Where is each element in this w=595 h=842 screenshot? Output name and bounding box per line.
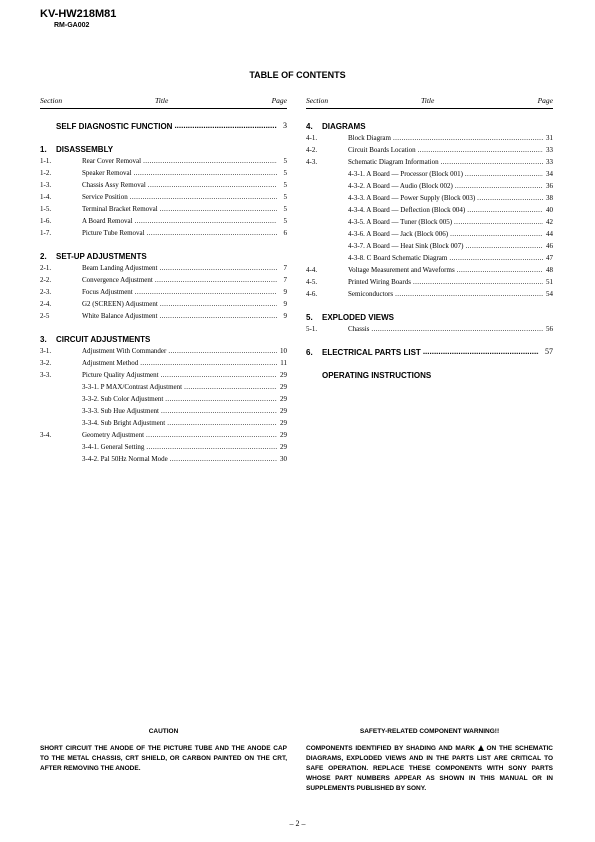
section-title: EXPLODED VIEWS — [322, 313, 395, 322]
entry-number: 4-4. — [306, 266, 318, 274]
column-header-title: Title — [421, 96, 435, 105]
entry-number — [40, 441, 82, 453]
safety-text-after: ON THE SCHEMATIC DIAGRAMS, EXPLODED VIEWS AND IN THE PARTS LIST ARE CRITICAL TO SAFE OPERATION. REPLACE THESE COMPONENTS WITH SONY PARTS WHOSE PART NUMBERS APPEAR AS SHOWN IN THIS MANUAL OR IN SUPPLEMENTS PUBLISHED BY SONY. — [306, 745, 553, 792]
entry-number: 1-4. — [40, 193, 52, 201]
entry-title: Chassis — [348, 325, 370, 333]
toc-entry[interactable] — [306, 144, 553, 156]
toc-entry[interactable] — [40, 393, 287, 405]
column-header-page: Page — [271, 96, 287, 105]
toc-title: TABLE OF CONTENTS — [249, 70, 346, 80]
toc-section-disassembly[interactable] — [40, 144, 287, 155]
entry-page: 7 — [283, 276, 287, 284]
toc-entry[interactable] — [306, 168, 553, 180]
entry-number — [306, 240, 348, 252]
entry-title: Adjustment With Commander — [82, 347, 167, 355]
section-number: 6. — [306, 348, 313, 357]
entry-page: 56 — [546, 325, 553, 333]
entry-title: 3-3-1. P MAX/Contrast Adjustment — [82, 383, 183, 391]
toc-entry[interactable] — [40, 417, 287, 429]
dot-leader — [450, 228, 543, 240]
toc-entry[interactable] — [306, 323, 553, 335]
toc-entry[interactable] — [40, 155, 287, 167]
entry-number: 4-5. — [306, 278, 318, 286]
entry-title: Picture Quality Adjustment — [82, 371, 159, 379]
toc-entry[interactable] — [40, 167, 287, 179]
entry-number — [40, 381, 82, 393]
entry-number: 3-4. — [40, 431, 52, 439]
entry-page: 54 — [546, 290, 553, 298]
toc-section-electrical-parts-list[interactable] — [306, 347, 553, 358]
dot-leader — [465, 168, 543, 180]
section-title: OPERATING INSTRUCTIONS — [322, 371, 432, 380]
dot-leader — [467, 204, 543, 216]
entry-number: 5-1. — [306, 325, 318, 333]
dot-leader — [140, 357, 277, 369]
safety-warning-block — [306, 728, 553, 794]
warning-triangle-icon — [478, 745, 484, 751]
entry-page: 29 — [280, 383, 287, 391]
entry-title: 3-3-3. Sub Hue Adjustment — [82, 407, 159, 415]
dot-leader — [457, 264, 543, 276]
dot-leader — [466, 240, 544, 252]
entry-number — [40, 453, 82, 465]
dot-leader — [477, 192, 543, 204]
entry-number: 1-6. — [40, 217, 52, 225]
dot-leader — [449, 252, 543, 264]
entry-number — [40, 405, 82, 417]
section-page: 3 — [283, 121, 287, 130]
column-header — [306, 96, 553, 109]
toc-section-exploded-views[interactable] — [306, 312, 553, 323]
dot-leader — [170, 453, 277, 465]
entry-page: 30 — [280, 455, 287, 463]
entry-title: White Balance Adjustment — [82, 312, 158, 320]
entry-number: 3-1. — [40, 347, 52, 355]
entry-title: 3-3-2. Sub Color Adjustment — [82, 395, 164, 403]
dot-leader — [134, 167, 277, 179]
dot-leader — [418, 144, 543, 156]
column-header — [40, 96, 287, 109]
toc-entry[interactable] — [40, 429, 287, 441]
entry-title: Chassis Assy Removal — [82, 181, 146, 189]
entry-page: 9 — [283, 300, 287, 308]
dot-leader — [441, 156, 543, 168]
section-title: SET-UP ADJUSTMENTS — [56, 252, 147, 261]
toc-section-diagrams[interactable] — [306, 121, 553, 132]
entry-page: 46 — [546, 242, 553, 250]
dot-leader — [165, 393, 277, 405]
dot-leader — [148, 179, 277, 191]
entry-page: 29 — [280, 407, 287, 415]
entry-number — [306, 228, 348, 240]
toc-entry[interactable] — [40, 286, 287, 298]
entry-title: Voltage Measurement and Waveforms — [348, 266, 455, 274]
dot-leader — [159, 262, 277, 274]
entry-page: 44 — [546, 230, 553, 238]
entry-title: 4-3-1. A Board — Processor (Block 001) — [348, 170, 463, 178]
toc-section-self-diagnostic[interactable] — [40, 121, 287, 132]
toc-entry[interactable] — [306, 276, 553, 288]
toc-entry[interactable] — [40, 179, 287, 191]
toc-entry[interactable] — [306, 288, 553, 300]
entry-page: 9 — [283, 288, 287, 296]
toc-entry[interactable] — [40, 381, 287, 393]
entry-number: 2-2. — [40, 276, 52, 284]
dot-leader — [168, 345, 277, 357]
toc-left-column — [40, 96, 287, 465]
section-title: CIRCUIT ADJUSTMENTS — [56, 335, 151, 344]
entry-page: 36 — [546, 182, 553, 190]
entry-title: Speaker Removal — [82, 169, 132, 177]
column-header-page: Page — [537, 96, 553, 105]
entry-page: 6 — [283, 229, 287, 237]
entry-page: 10 — [280, 347, 287, 355]
dot-leader — [455, 180, 543, 192]
entry-page: 29 — [280, 395, 287, 403]
entry-title: 4-3-7. A Board — Heat Sink (Block 007) — [348, 242, 464, 250]
dot-leader — [143, 155, 277, 167]
entry-number: 3-3. — [40, 371, 52, 379]
dot-leader — [161, 369, 277, 381]
dot-leader — [371, 323, 543, 335]
entry-page: 29 — [280, 371, 287, 379]
entry-number: 1-7. — [40, 229, 52, 237]
dot-leader — [160, 203, 277, 215]
toc-entry[interactable] — [306, 180, 553, 192]
dot-leader — [160, 298, 277, 310]
toc-section-circuit-adjustments[interactable] — [40, 334, 287, 345]
entry-title: 3-4-2. Pal 50Hz Normal Mode — [82, 455, 168, 463]
entry-page: 31 — [546, 134, 553, 142]
column-header-section: Section — [306, 96, 329, 105]
toc-entry[interactable] — [40, 227, 287, 239]
entry-number — [306, 204, 348, 216]
toc-entry[interactable] — [306, 204, 553, 216]
section-number: 3. — [40, 335, 47, 344]
entry-number — [306, 216, 348, 228]
entry-page: 5 — [283, 193, 287, 201]
entry-title: G2 (SCREEN) Adjustment — [82, 300, 158, 308]
dot-leader — [155, 274, 277, 286]
entry-title: Focus Adjustment — [82, 288, 133, 296]
entry-title: Semiconductors — [348, 290, 394, 298]
toc-entry[interactable] — [40, 345, 287, 357]
section-number: 5. — [306, 313, 313, 322]
toc-entry[interactable] — [306, 240, 553, 252]
toc-entry[interactable] — [40, 274, 287, 286]
toc-right-column — [306, 96, 553, 381]
toc-entry[interactable] — [40, 310, 287, 322]
dot-leader — [159, 310, 277, 322]
entry-page: 29 — [280, 419, 287, 427]
entry-page: 9 — [283, 312, 287, 320]
toc-entry[interactable] — [40, 453, 287, 465]
entry-page: 40 — [546, 206, 553, 214]
entry-title: A Board Removal — [82, 217, 133, 225]
caution-title: CAUTION — [148, 728, 179, 735]
entry-number — [306, 192, 348, 204]
toc-entry[interactable] — [306, 228, 553, 240]
entry-title: Service Position — [82, 193, 128, 201]
entry-number — [306, 180, 348, 192]
entry-page: 34 — [546, 170, 553, 178]
dot-leader — [454, 216, 543, 228]
dot-leader — [135, 286, 277, 298]
page-number: – 2 – — [289, 819, 306, 828]
toc-entry[interactable] — [40, 441, 287, 453]
entry-title: 4-3-5. A Board — Tuner (Block 005) — [348, 218, 453, 226]
column-header-section: Section — [40, 96, 63, 105]
toc-entry[interactable] — [40, 369, 287, 381]
entry-title: 4-3-2. A Board — Audio (Block 002) — [348, 182, 453, 190]
entry-number: 4-6. — [306, 290, 318, 298]
dot-leader — [146, 441, 277, 453]
toc-entry[interactable] — [306, 156, 553, 168]
entry-page: 33 — [546, 146, 553, 154]
section-title: SELF DIAGNOSTIC FUNCTION — [56, 122, 173, 131]
entry-page: 5 — [283, 205, 287, 213]
safety-warning-text — [306, 744, 553, 794]
entry-page: 5 — [283, 181, 287, 189]
entry-page: 7 — [283, 264, 287, 272]
dot-leader — [184, 381, 277, 393]
entry-title: 4-3-3. A Board — Power Supply (Block 003) — [348, 194, 476, 202]
entry-title: Block Diagram — [348, 134, 391, 142]
toc-entry[interactable] — [40, 191, 287, 203]
section-number: 4. — [306, 122, 313, 131]
entry-number: 3-2. — [40, 359, 52, 367]
dot-leader — [147, 227, 277, 239]
entry-page: 33 — [546, 158, 553, 166]
toc-entry[interactable] — [306, 192, 553, 204]
entry-title: Geometry Adjustment — [82, 431, 145, 439]
entry-page: 5 — [283, 169, 287, 177]
entry-title: 4-3-6. A Board — Jack (Block 006) — [348, 230, 449, 238]
entry-number — [40, 393, 82, 405]
entry-number — [306, 168, 348, 180]
toc-entry[interactable] — [306, 216, 553, 228]
toc-entry[interactable] — [40, 203, 287, 215]
dot-leader — [146, 429, 277, 441]
entry-number: 1-3. — [40, 181, 52, 189]
entry-page: 29 — [280, 443, 287, 451]
dot-leader — [413, 276, 543, 288]
caution-text: SHORT CIRCUIT THE ANODE OF THE PICTURE TUBE AND THE ANODE CAP TO THE METAL CHASSIS, CRT SHIELD, OR CARBON PAINTED ON THE CRT, AFTER REMOVING THE ANODE. — [40, 745, 287, 772]
entry-title: Adjustment Method — [82, 359, 139, 367]
entry-page: 11 — [280, 359, 287, 367]
entry-page: 51 — [546, 278, 553, 286]
toc-entry[interactable] — [306, 264, 553, 276]
dot-leader — [161, 405, 277, 417]
entry-title: Picture Tube Removal — [82, 229, 145, 237]
dot-leader — [167, 417, 277, 429]
entry-page: 5 — [283, 157, 287, 165]
entry-page: 5 — [283, 217, 287, 225]
entry-number: 2-4. — [40, 300, 52, 308]
entry-title: Beam Landing Adjustment — [82, 264, 158, 272]
entry-number — [306, 252, 348, 264]
entry-page: 38 — [546, 194, 553, 202]
entry-number: 1-1. — [40, 157, 52, 165]
entry-title: 4-3-4. A Board — Deflection (Block 004) — [348, 206, 466, 214]
entry-number — [40, 417, 82, 429]
entry-page: 29 — [280, 431, 287, 439]
column-header-title: Title — [155, 96, 169, 105]
toc-entry[interactable] — [40, 262, 287, 274]
remote-model: RM-GA002 — [54, 22, 90, 29]
model-number: KV-HW218M81 — [40, 8, 117, 20]
entry-page: 47 — [546, 254, 553, 262]
entry-title: 3-3-4. Sub Bright Adjustment — [82, 419, 166, 427]
entry-number: 4-1. — [306, 134, 318, 142]
entry-number: 4-3. — [306, 158, 318, 166]
dot-leader — [395, 288, 543, 300]
section-title: DISASSEMBLY — [56, 145, 114, 154]
section-number: 2. — [40, 252, 47, 261]
toc-entry[interactable] — [40, 215, 287, 227]
toc-entry[interactable] — [40, 357, 287, 369]
entry-number: 1-5. — [40, 205, 52, 213]
section-title: ELECTRICAL PARTS LIST — [322, 348, 421, 357]
dot-leader — [135, 215, 277, 227]
section-title: DIAGRAMS — [322, 122, 366, 131]
safety-warning-title: SAFETY-RELATED COMPONENT WARNING!! — [359, 728, 500, 735]
entry-title: Rear Cover Removal — [82, 157, 142, 165]
toc-entry[interactable] — [40, 405, 287, 417]
entry-page: 48 — [546, 266, 553, 274]
safety-text-before: COMPONENTS IDENTIFIED BY SHADING AND MARK — [306, 745, 478, 752]
entry-page: 42 — [546, 218, 553, 226]
toc-section-setup-adjustments[interactable] — [40, 251, 287, 262]
toc-entry[interactable] — [306, 132, 553, 144]
entry-title: 4-3-8. C Board Schematic Diagram — [348, 254, 448, 262]
dot-leader — [393, 132, 543, 144]
entry-title: Printed Wiring Boards — [348, 278, 411, 286]
section-number: 1. — [40, 145, 47, 154]
caution-block — [40, 728, 287, 774]
entry-title: Terminal Bracket Removal — [82, 205, 158, 213]
toc-entry[interactable] — [40, 298, 287, 310]
toc-entry[interactable] — [306, 252, 553, 264]
entry-number: 2-3. — [40, 288, 52, 296]
section-page: 57 — [545, 347, 553, 356]
entry-title: 3-4-1. General Setting — [82, 443, 145, 451]
dot-leader — [130, 191, 277, 203]
entry-title: Convergence Adjustment — [82, 276, 153, 284]
entry-number: 1-2. — [40, 169, 52, 177]
toc-section-operating-instructions[interactable] — [306, 370, 553, 381]
entry-title: Circuit Boards Location — [348, 146, 416, 154]
entry-number: 4-2. — [306, 146, 318, 154]
entry-number: 2-1. — [40, 264, 52, 272]
entry-title: Schematic Diagram Information — [348, 158, 439, 166]
entry-number: 2-5 — [40, 312, 50, 320]
